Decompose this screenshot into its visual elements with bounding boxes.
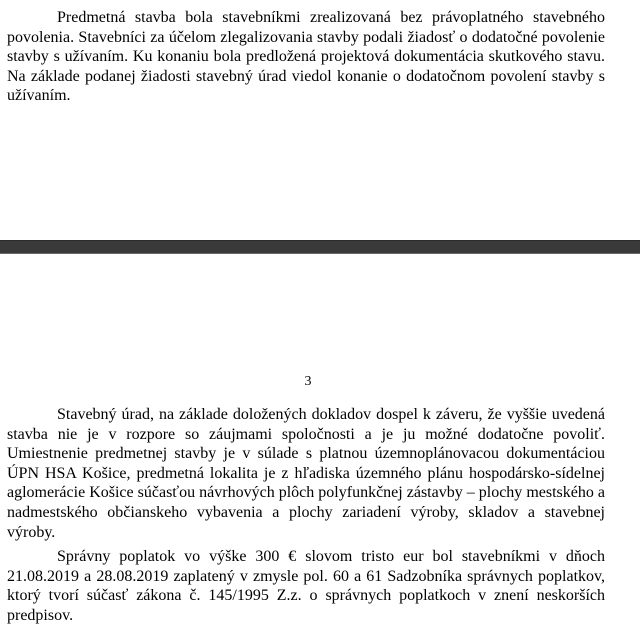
page-separator [0, 240, 640, 254]
document-page-top [0, 0, 640, 240]
paragraph-legalization: Predmetná stavba bola stavebníkmi zrealizovaná bez právoplatného stavebného povolenia. Stavebníci za účelom zlegalizovania stavby podali žiadosť o dodatočné povolenie stavby s užívaním. Ku konaniu bola predložená projektová dokumentácia skutkového stavu. Na základe podanej žiadosti stavebný úrad viedol konanie o dodatočnom povolení stavby s užívaním. [7, 9, 605, 105]
document-page-bottom [0, 254, 640, 629]
paragraph-fee: Správny poplatok vo výške 300 € slovom tristo eur bol stavebníkmi v dňoch 21.08.2019 a 28.08.2019 zaplatený v zmysle pol. 60 a 61 Sadzobníka správnych poplatkov, ktorý tvorí súčasť zákona č. 145/1995 Z.z. o správnych poplatkoch v znení neskorších predpisov. [7, 548, 605, 624]
page-number: 3 [304, 374, 312, 389]
paragraph-conclusion: Stavebný úrad, na základe doložených dokladov dospel k záveru, že vyššie uvedená stavba nie je v rozpore so záujmami spoločnosti a je ju možné dodatočne povoliť. Umiestnenie predmetnej stavby je v súlade s platnou územnoplánovacou dokumentáciou ÚPN HSA Košice, predmetná lokalita je z hľadiska územného plánu hospodársko-sídelnej aglomerácie Košice súčasťou návrhových plôch polyfunkčnej zástavby – plochy mestského a nadmestského občianskeho vybavenia a plochy zariadení výroby, skladov a stavebnej výroby. [7, 406, 605, 541]
